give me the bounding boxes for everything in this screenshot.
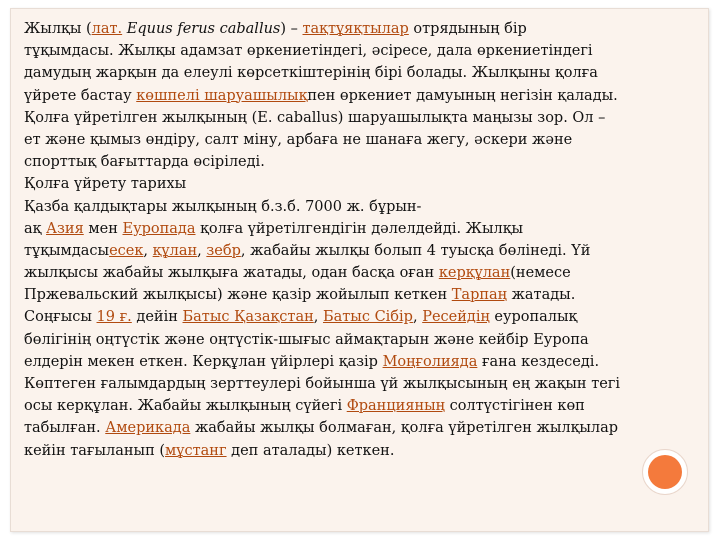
hyperlink[interactable]: Ресейдің (422, 309, 490, 326)
hyperlink[interactable]: 19 ғ. (96, 309, 132, 326)
hyperlink[interactable]: Америкада (105, 420, 191, 437)
text-line (24, 373, 700, 395)
body-text: Қолға үйретілген жылқының (E. caballus) шаруашылықта маңызы зор. Ол – (24, 109, 606, 126)
text-line (24, 351, 700, 373)
italic-text: Equus ferus caballus (126, 21, 281, 37)
text-line (24, 440, 700, 462)
body-text: мен (83, 220, 123, 237)
body-text: Қолға үйрету тарихы (24, 176, 187, 193)
text-line (24, 284, 700, 306)
text-line (24, 85, 700, 107)
hyperlink[interactable]: Батыс Қазақстан (182, 309, 314, 326)
body-text: (немесе (510, 265, 571, 282)
hyperlink[interactable]: Францияның (346, 398, 445, 415)
body-text: ет және қымыз өндіру, салт міну, арбаға не шанаға жегу, әскери және (24, 131, 573, 148)
slide-text-body (24, 18, 700, 462)
text-line (24, 62, 700, 84)
hyperlink[interactable]: тақтұяқтылар (302, 21, 409, 37)
body-text: деп аталады) кеткен. (226, 442, 395, 459)
body-text: ақ (24, 220, 47, 237)
text-line (24, 129, 700, 151)
body-text: табылған. (24, 420, 106, 437)
body-text: тұқымдасы. Жылқы адамзат өркениетіндегі, әсіресе, дала өркениетіндегі (24, 43, 593, 60)
body-text: спорттық бағыттарда өсіріледі. (24, 154, 265, 171)
text-line (24, 262, 700, 284)
text-line (24, 40, 700, 62)
hyperlink[interactable]: Моңғолияда (382, 353, 478, 370)
body-text: Соңғысы (24, 309, 97, 326)
body-text: бөлігінің оңтүстік және оңтүстік-шығыс аймақтарын және кейбір Еуропа (24, 331, 589, 348)
body-text: осы керқұлан. Жабайы жылқының сүйегі (24, 398, 347, 415)
text-line (24, 417, 700, 439)
body-text: қолға үйретілгендігін дәлелдейді. Жылқы (195, 220, 524, 237)
hyperlink[interactable]: Азия (46, 220, 84, 237)
text-line (24, 18, 700, 40)
body-text: ) – (280, 21, 303, 37)
text-line (24, 196, 700, 218)
body-text: Пржевальский жылқысы) және қазір жойылып кеткен (24, 287, 452, 304)
hyperlink[interactable]: лат. (91, 21, 123, 37)
body-text: тұқымдасы (24, 242, 110, 259)
body-text: елдерін мекен еткен. Керқұлан үйірлері қазір (24, 353, 383, 370)
body-text: еуропалық (489, 309, 578, 326)
body-text: ғана кездеседі. (477, 353, 600, 370)
body-text: дамудың жарқын да елеулі көрсеткіштерінің бірі болады. Жылқыны қолға (24, 65, 598, 82)
body-text: үйрете бастау (24, 87, 137, 104)
body-text: , (313, 309, 323, 326)
text-line (24, 107, 700, 129)
body-text: жылқысы жабайы жылқыға жатады, одан басқа оған (24, 265, 439, 282)
hyperlink[interactable]: есек (109, 242, 144, 259)
hyperlink[interactable]: мұстанг (165, 442, 227, 459)
body-text: дейін (131, 309, 183, 326)
body-text: солтүстігінен көп (444, 398, 585, 415)
body-text: жабайы жылқы болмаған, қолға үйретілген жылқылар (190, 420, 619, 437)
decorative-circle-icon (648, 455, 682, 489)
hyperlink[interactable]: Батыс Сібір (322, 309, 413, 326)
body-text: пен өркениет дамуының негізін қалады. (307, 87, 618, 104)
hyperlink[interactable]: зебр (206, 242, 241, 259)
body-text: , (143, 242, 153, 259)
text-line (24, 306, 700, 328)
text-line (24, 218, 700, 240)
text-line (24, 173, 700, 195)
hyperlink[interactable]: Еуропада (122, 220, 196, 237)
text-line (24, 151, 700, 173)
hyperlink[interactable]: Тарпаң (451, 287, 507, 304)
body-text: отрядының бір (408, 21, 527, 37)
body-text: , жабайы жылқы болып 4 туысқа бөлінеді. Үй (240, 242, 591, 259)
body-text: жатады. (506, 287, 576, 304)
hyperlink[interactable]: керқұлан (438, 265, 511, 282)
body-text: кейін тағыланып ( (24, 442, 166, 459)
body-text: Жылқы ( (24, 21, 92, 37)
body-text: , (197, 242, 207, 259)
body-text: Қазба қалдықтары жылқының б.з.б. 7000 ж. бұрын- (24, 198, 422, 215)
body-text: Көптеген ғалымдардың зерттеулері бойынша үй жылқысының ең жақын тегі (24, 376, 621, 392)
text-line (24, 329, 700, 351)
text-line (24, 240, 700, 262)
text-line (24, 395, 700, 417)
hyperlink[interactable]: көшпелі шаруашылық (136, 87, 308, 104)
hyperlink[interactable]: құлан (152, 242, 198, 259)
body-text: , (412, 309, 423, 326)
